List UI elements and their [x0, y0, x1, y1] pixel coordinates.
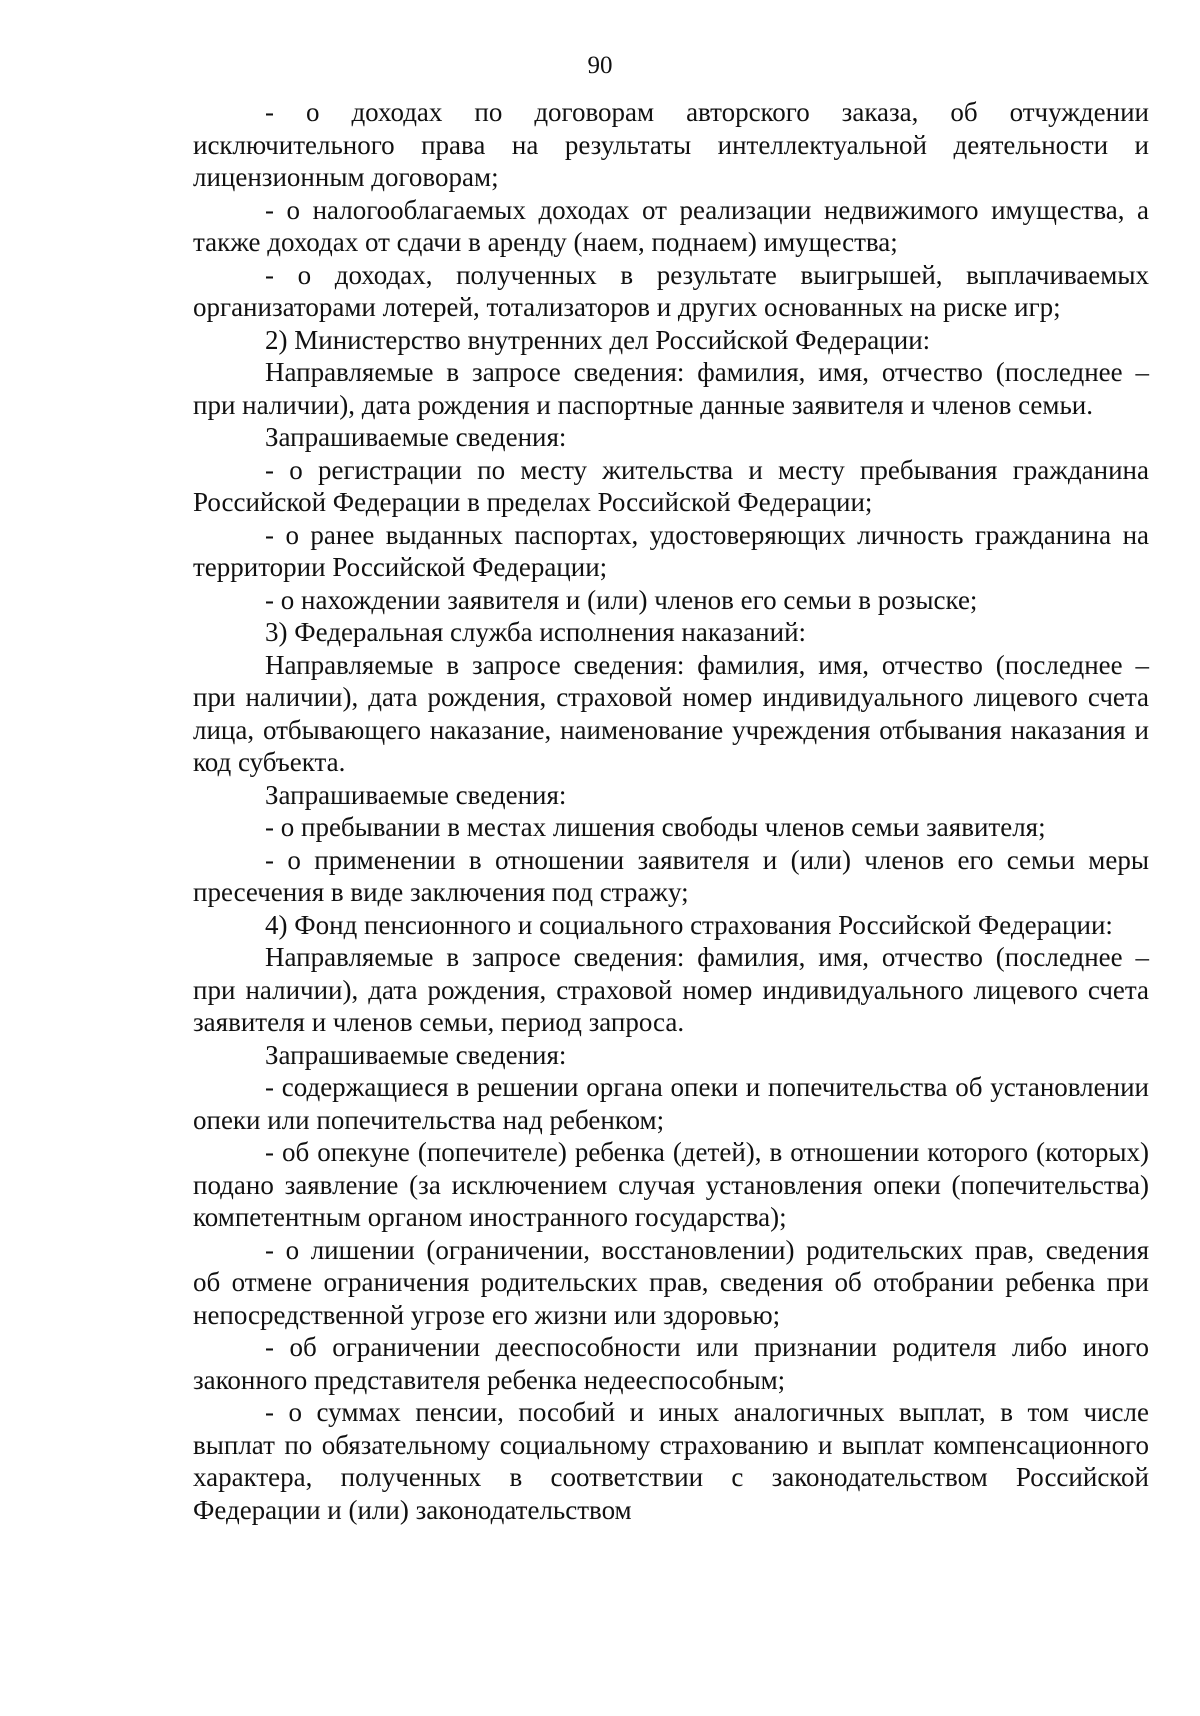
document-body	[193, 96, 1149, 1526]
paragraph-income-real-estate: - о налогооблагаемых доходах от реализации недвижимого имущества, а также доходах от сдачи в аренду (наем, поднаем) имущества;	[193, 194, 1149, 257]
paragraph-fsin-heading: 3) Федеральная служба исполнения наказаний:	[265, 617, 807, 647]
paragraph-requested-info-label: Запрашиваемые сведения:	[265, 1039, 567, 1070]
paragraph-custody: - о применении в отношении заявителя и (или) членов его семьи меры пресечения в виде заключения под стражу;	[193, 844, 1149, 907]
paragraph-income-lottery: - о доходах, полученных в результате выигрышей, выплачиваемых организаторами лотерей, тотализаторов и других основанных на риске игр;	[193, 259, 1149, 322]
paragraph-pension-amounts: - о суммах пенсии, пособий и иных аналогичных выплат, в том числе выплат по обязательному социальному страхованию и выплат компенсационного характера, полученных в соответствии с законодательством Российской Федерации и (или) законодательством	[193, 1397, 1149, 1525]
paragraph-guardianship-decision: - содержащиеся в решении органа опеки и попечительства об установлении опеки или попечительства над ребенком;	[193, 1072, 1149, 1135]
paragraph-parental-rights: - о лишении (ограничении, восстановлении) родительских прав, сведения об отмене ограничения родительских прав, сведения об отобрании ребенка при непосредственной угрозе его жизни или здоровью;	[193, 1234, 1149, 1330]
paragraph-sfr-request-data: Направляемые в запросе сведения: фамилия, имя, отчество (последнее – при наличии), дата рождения, страховой номер индивидуального лицевого счета заявителя и членов семьи, период запроса.	[193, 942, 1149, 1037]
paragraph-guardian: - об опекуне (попечителе) ребенка (детей), в отношении которого (которых) подано заявление (за исключением случая установления опеки (попечительства) компетентным органом иностранного государства);	[193, 1137, 1149, 1232]
paragraph-passports: - о ранее выданных паспортах, удостоверяющих личность гражданина на территории Российской Федерации;	[193, 519, 1149, 582]
paragraph-registration: - о регистрации по месту жительства и месту пребывания гражданина Российской Федерации в пределах Российской Федерации;	[193, 454, 1149, 517]
paragraph-mvd-heading: 2) Министерство внутренних дел Российской Федерации:	[265, 324, 931, 355]
paragraph-requested-info-label: Запрашиваемые сведения:	[265, 779, 567, 810]
paragraph-sfr-heading: 4) Фонд пенсионного и социального страхования Российской Федерации:	[265, 909, 1113, 940]
paragraph-wanted: - о нахождении заявителя и (или) членов его семьи в розыске;	[265, 584, 978, 615]
paragraph-legal-capacity: - об ограничении дееспособности или признании родителя либо иного законного представителя ребенка недееспособным;	[193, 1332, 1149, 1395]
paragraph-fsin-request-data: Направляемые в запросе сведения: фамилия, имя, отчество (последнее – при наличии), дата рождения, страховой номер индивидуального лицевого счета лица, отбывающего наказание, наименование учреждения отбывания наказания и код субъекта.	[193, 649, 1149, 777]
paragraph-imprisonment: - о пребывании в местах лишения свободы членов семьи заявителя;	[265, 812, 1046, 842]
paragraph-requested-info-label: Запрашиваемые сведения:	[265, 422, 567, 452]
paragraph-mvd-request-data: Направляемые в запросе сведения: фамилия, имя, отчество (последнее – при наличии), дата рождения и паспортные данные заявителя и членов семьи.	[193, 357, 1149, 420]
paragraph-income-authors-contracts: - о доходах по договорам авторского заказа, об отчуждении исключительного права на результаты интеллектуальной деятельности и лицензионным договорам;	[193, 97, 1149, 192]
page-number: 90	[587, 52, 613, 79]
